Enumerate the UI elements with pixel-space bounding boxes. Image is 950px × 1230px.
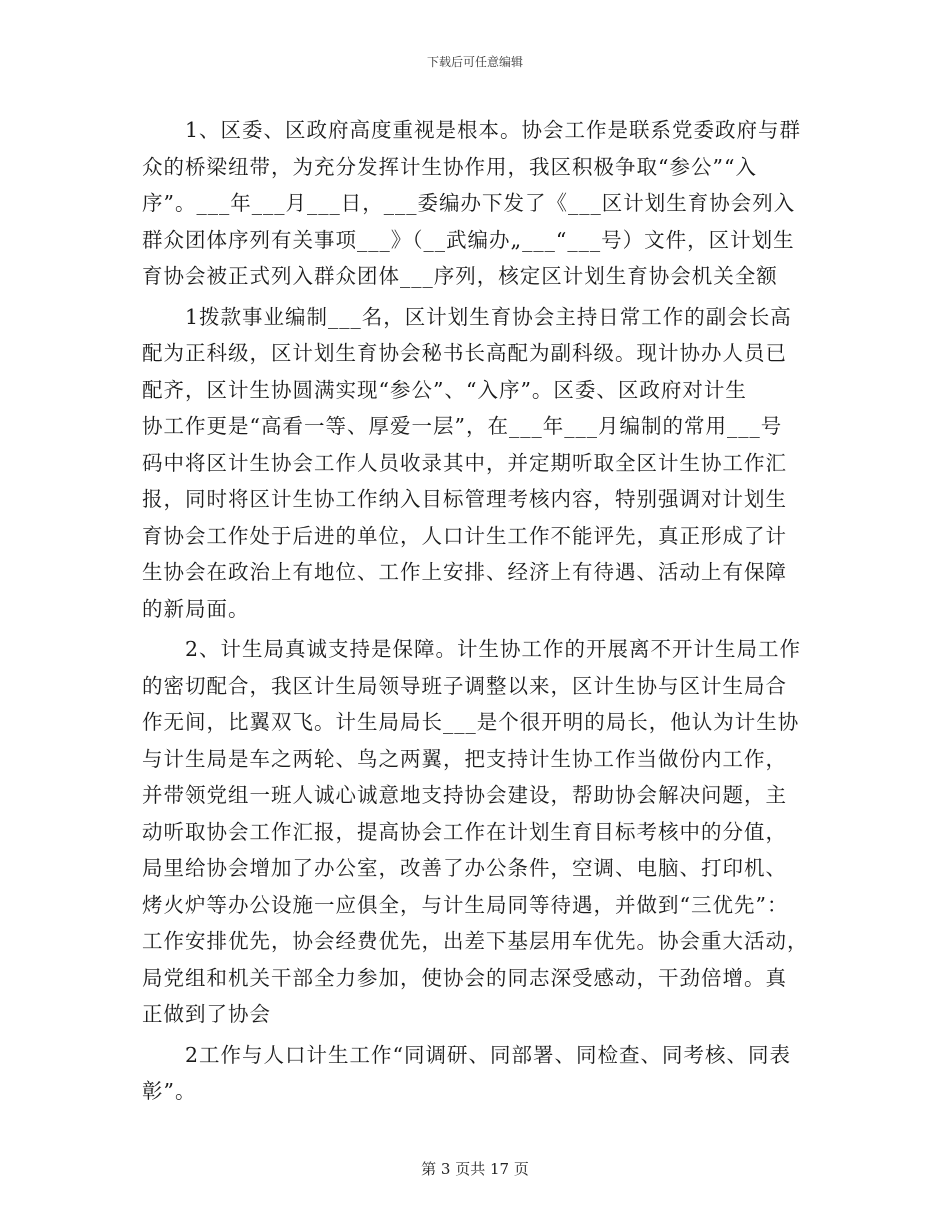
text-line: 工作安排优先，协会经费优先，出差下基层用车优先。协会重大活动， — [142, 929, 809, 953]
text-line: 配为正科级，区计划生育协会秘书长高配为副科级。现计协办人员已 — [142, 341, 787, 365]
text-line: 报，同时将区计生协工作纳入目标管理考核内容，特别强调对计划生 — [142, 487, 787, 511]
text-line: 配齐，区计生协圆满实现“参公”、“入序”。区委、区政府对计生 — [142, 377, 747, 402]
page-header: 下载后可任意编辑 — [426, 55, 523, 69]
text-line: 作无间，比翼双飞。计生局局长___是个很开明的局长，他认为计生协 — [142, 710, 800, 734]
paragraph-1 — [142, 112, 810, 295]
text-line: 正做到了协会 — [142, 1002, 271, 1026]
text-line: 1、区委、区政府高度重视是根本。协会工作是联系党委政府与群 — [142, 118, 802, 142]
body-text — [142, 112, 810, 1110]
text-line: 码中将区计生协会工作人员收录其中，并定期听取全区计生协工作汇 — [142, 450, 787, 475]
text-line: 育协会工作处于后进的单位，人口计生工作不能评先，真正形成了计 — [142, 523, 787, 548]
text-line: 动听取协会工作汇报，提高协会工作在计划生育目标考核中的分值， — [142, 819, 787, 844]
text-line: 并带领党组一班人诚心诚意地支持协会建设，帮助协会解决问题，主 — [142, 783, 787, 807]
paragraph-3 — [142, 631, 810, 1033]
text-line: 彰”。 — [142, 1079, 197, 1103]
text-line: 生协会在政治上有地位、工作上安排、经济上有待遇、活动上有保障 — [142, 560, 787, 584]
paragraph-2 — [142, 299, 810, 628]
text-line: 育协会被正式列入群众团体___序列，核定区计划生育协会机关全额 — [142, 264, 778, 288]
text-line: 局里给协会增加了办公室，改善了办公条件，空调、电脑、打印机、 — [142, 856, 787, 880]
text-line: 的密切配合，我区计生局领导班子调整以来，区计生协与区计生局合 — [142, 673, 787, 698]
text-line: 群众团体序列有关事项___》（__武编办„___“___号）文件，区计划生 — [142, 227, 795, 252]
text-line: 2、计生局真诚支持是保障。计生协工作的开展离不开计生局工作 — [142, 637, 802, 661]
text-line: 1拨款事业编制___名，区计划生育协会主持日常工作的副会长高 — [142, 304, 792, 329]
page-footer: 第 3 页共 17 页 — [421, 1160, 529, 1178]
paragraph-4 — [142, 1037, 810, 1110]
text-line: 与计生局是车之两轮、鸟之两翼，把支持计生协工作当做份内工作， — [142, 746, 787, 771]
text-line: 序”。___年___月___日，___委编办下发了《___区计划生育协会列入 — [142, 191, 796, 215]
text-line: 的新局面。 — [142, 596, 250, 621]
text-line: 烤火炉等办公设施一应俱全，与计生局同等待遇，并做到“三优先”： — [142, 892, 789, 917]
text-line: 协工作更是“高看一等、厚爱一层”，在___年___月编制的常用___号 — [142, 414, 783, 438]
text-line: 2工作与人口计生工作“同调研、同部署、同检查、同考核、同表 — [142, 1042, 792, 1067]
text-line: 众的桥梁纽带，为充分发挥计生协作用，我区积极争取“参公”“入 — [142, 154, 757, 179]
text-line: 局党组和机关干部全力参加，使协会的同志深受感动，干劲倍增。真 — [142, 965, 787, 990]
